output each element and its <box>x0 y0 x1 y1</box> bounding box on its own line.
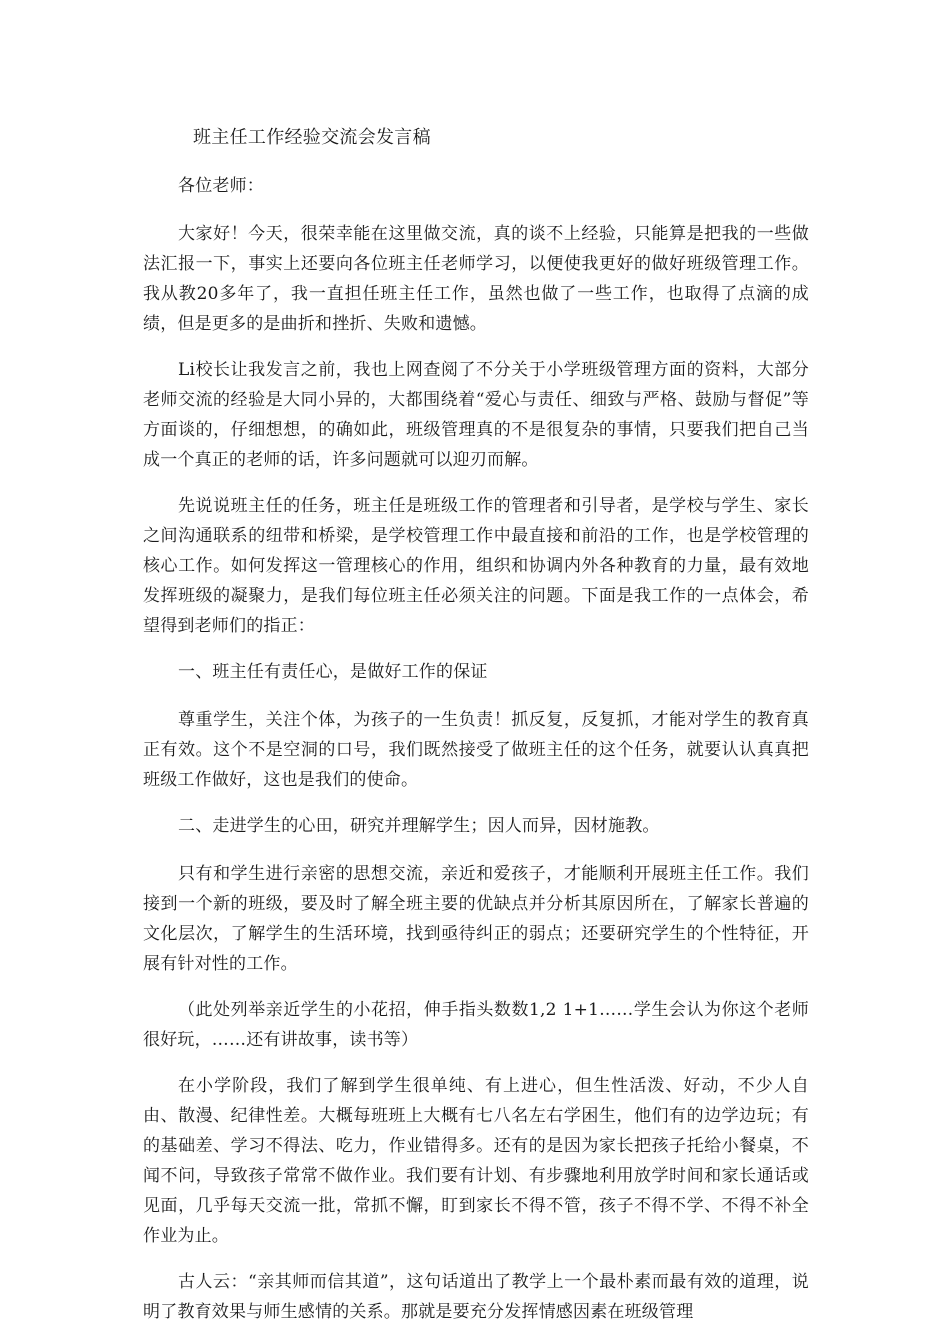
document-body <box>143 123 809 1343</box>
salutation: 各位老师： <box>178 176 264 196</box>
paragraph-ancient-saying: 古人云：“亲其师而信其道”，这句话道出了教学上一个最朴素而最有效的道理，说明了教育效果与师生感情的关系。那就是要充分发挥情感因素在班级管理 <box>143 1272 809 1322</box>
paragraph-research: Li校长让我发言之前，我也上网查阅了不分关于小学班级管理方面的资料，大部分老师交流的经验是大同小异的，大都围绕着“爱心与责任、细致与严格、鼓励与督促”等方面谈的，仔细想想，的确如此，班级管理真的不是很复杂的事情，只要我们把自己当成一个真正的老师的话，许多问题就可以迎刃而解。 <box>143 360 809 470</box>
paragraph-greeting: 大家好！今天，很荣幸能在这里做交流，真的谈不上经验，只能算是把我的一些做法汇报一下，事实上还要向各位班主任老师学习，以便使我更好的做好班级管理工作。我从教20多年了，我一直担任班主任工作，虽然也做了一些工作，也取得了点滴的成绩，但是更多的是曲折和挫折、失败和遗憾。 <box>143 224 809 334</box>
paragraph-duties: 先说说班主任的任务，班主任是班级工作的管理者和引导者，是学校与学生、家长之间沟通联系的纽带和桥梁，是学校管理工作中最直接和前沿的工作，也是学校管理的核心工作。如何发挥这一管理核心的作用，组织和协调内外各种教育的力量，最有效地发挥班级的凝聚力，是我们每位班主任必须关注的问题。下面是我工作的一点体会，希望得到老师们的指正： <box>143 496 809 636</box>
paragraph-communication: 只有和学生进行亲密的思想交流，亲近和爱孩子，才能顺利开展班主任工作。我们接到一个新的班级，要及时了解全班主要的优缺点并分析其原因所在，了解家长普遍的文化层次，了解学生的生活环境，找到亟待纠正的弱点；还要研究学生的个性特征，开展有针对性的工作。 <box>143 864 809 974</box>
paragraph-responsibility: 尊重学生，关注个体，为孩子的一生负责！抓反复，反复抓，才能对学生的教育真正有效。这个不是空洞的口号，我们既然接受了做班主任的这个任务，就要认认真真把班级工作做好，这也是我们的使命。 <box>143 710 809 790</box>
paragraph-tips: （此处列举亲近学生的小花招，伸手指头数数1,2 1+1……学生会认为你这个老师很好玩，……还有讲故事，读书等） <box>143 1000 809 1050</box>
paragraph-primary-stage: 在小学阶段，我们了解到学生很单纯、有上进心，但生性活泼、好动，不少人自由、散漫、纪律性差。大概每班班上大概有七八名左右学困生，他们有的边学边玩；有的基础差、学习不得法、吃力，作业错得多。还有的是因为家长把孩子托给小餐桌，不闻不问，导致孩子常常不做作业。我们要有计划、有步骤地利用放学时间和家长通话或见面，几乎每天交流一批，常抓不懈，盯到家长不得不管，孩子不得不学、不得不补全作业为止。 <box>143 1076 809 1246</box>
document-title: 班主任工作经验交流会发言稿 <box>193 127 431 148</box>
section-heading-1: 一、班主任有责任心，是做好工作的保证 <box>178 662 488 682</box>
section-heading-2: 二、走进学生的心田，研究并理解学生；因人而异，因材施教。 <box>178 816 660 836</box>
